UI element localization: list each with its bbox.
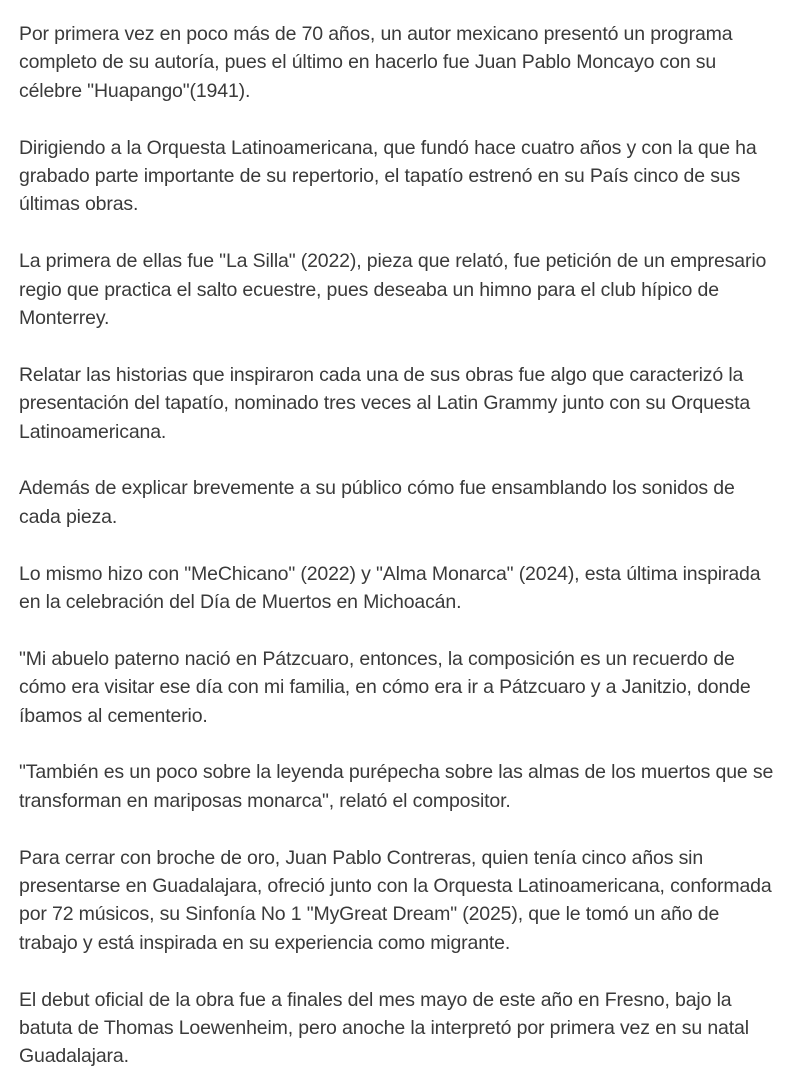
paragraph-line: Guadalajara. [19, 1045, 129, 1068]
paragraph-line: Lo mismo hizo con "MeChicano" (2022) y "Alma Monarca" (2024), esta última inspirada [19, 562, 761, 585]
paragraph-line: grabado parte importante de su repertorio, el tapatío estrenó en su País cinco de sus [19, 165, 741, 188]
paragraph-line: Dirigiendo a la Orquesta Latinoamericana, que fundó hace cuatro años y con la que ha [19, 136, 757, 159]
paragraph-6 [19, 560, 789, 617]
paragraph-line: presentarse en Guadalajara, ofreció junto con la Orquesta Latinoamericana, conformada [19, 875, 772, 898]
paragraph-7 [19, 645, 789, 730]
paragraph-3 [19, 247, 789, 332]
paragraph-line: por 72 músicos, su Sinfonía No 1 "MyGreat Dream" (2025), que le tomó un año de [19, 903, 720, 926]
paragraph-line: Para cerrar con broche de oro, Juan Pablo Contreras, quien tenía cinco años sin [19, 846, 704, 869]
paragraph-line: transforman en mariposas monarca", relató el compositor. [19, 789, 511, 812]
paragraph-line: Latinoamericana. [19, 420, 167, 443]
paragraph-2 [19, 134, 789, 219]
paragraph-line: Monterrey. [19, 307, 110, 330]
paragraph-8 [19, 758, 789, 815]
paragraph-line: en la celebración del Día de Muertos en Michoacán. [19, 591, 462, 614]
paragraph-line: "También es un poco sobre la leyenda purépecha sobre las almas de los muertos que se [19, 761, 774, 784]
paragraph-1 [19, 20, 789, 105]
paragraph-line: La primera de ellas fue "La Silla" (2022), pieza que relató, fue petición de un empresario [19, 250, 767, 273]
paragraph-line: Además de explicar brevemente a su público cómo fue ensamblando los sonidos de [19, 477, 735, 500]
paragraph-5 [19, 474, 789, 531]
paragraph-line: cómo era visitar ese día con mi familia, en cómo era ir a Pátzcuaro y a Janitzio, donde [19, 676, 751, 699]
paragraph-line: trabajo y está inspirada en su experiencia como migrante. [19, 931, 511, 954]
paragraph-line: completo de su autoría, pues el último en hacerlo fue Juan Pablo Moncayo con su [19, 51, 717, 74]
paragraph-line: Por primera vez en poco más de 70 años, un autor mexicano presentó un programa [19, 23, 733, 45]
paragraph-line: íbamos al cementerio. [19, 704, 208, 727]
paragraph-line: célebre "Huapango"(1941). [19, 79, 251, 102]
paragraph-4 [19, 361, 789, 446]
paragraph-line: regio que practica el salto ecuestre, pues deseaba un himno para el club hípico de [19, 278, 719, 301]
paragraph-line: últimas obras. [19, 193, 139, 216]
paragraph-line: Relatar las historias que inspiraron cada una de sus obras fue algo que caracterizó la [19, 363, 744, 386]
paragraph-line: presentación del tapatío, nominado tres veces al Latin Grammy junto con su Orquesta [19, 392, 751, 415]
paragraph-10 [19, 986, 789, 1071]
paragraph-line: "Mi abuelo paterno nació en Pátzcuaro, entonces, la composición es un recuerdo de [19, 647, 735, 670]
paragraph-line: batuta de Thomas Loewenheim, pero anoche la interpretó por primera vez en su natal [19, 1017, 749, 1040]
paragraph-line: El debut oficial de la obra fue a finales del mes mayo de este año en Fresno, bajo la [19, 988, 732, 1011]
paragraph-line: cada pieza. [19, 505, 118, 528]
paragraph-9 [19, 844, 789, 958]
